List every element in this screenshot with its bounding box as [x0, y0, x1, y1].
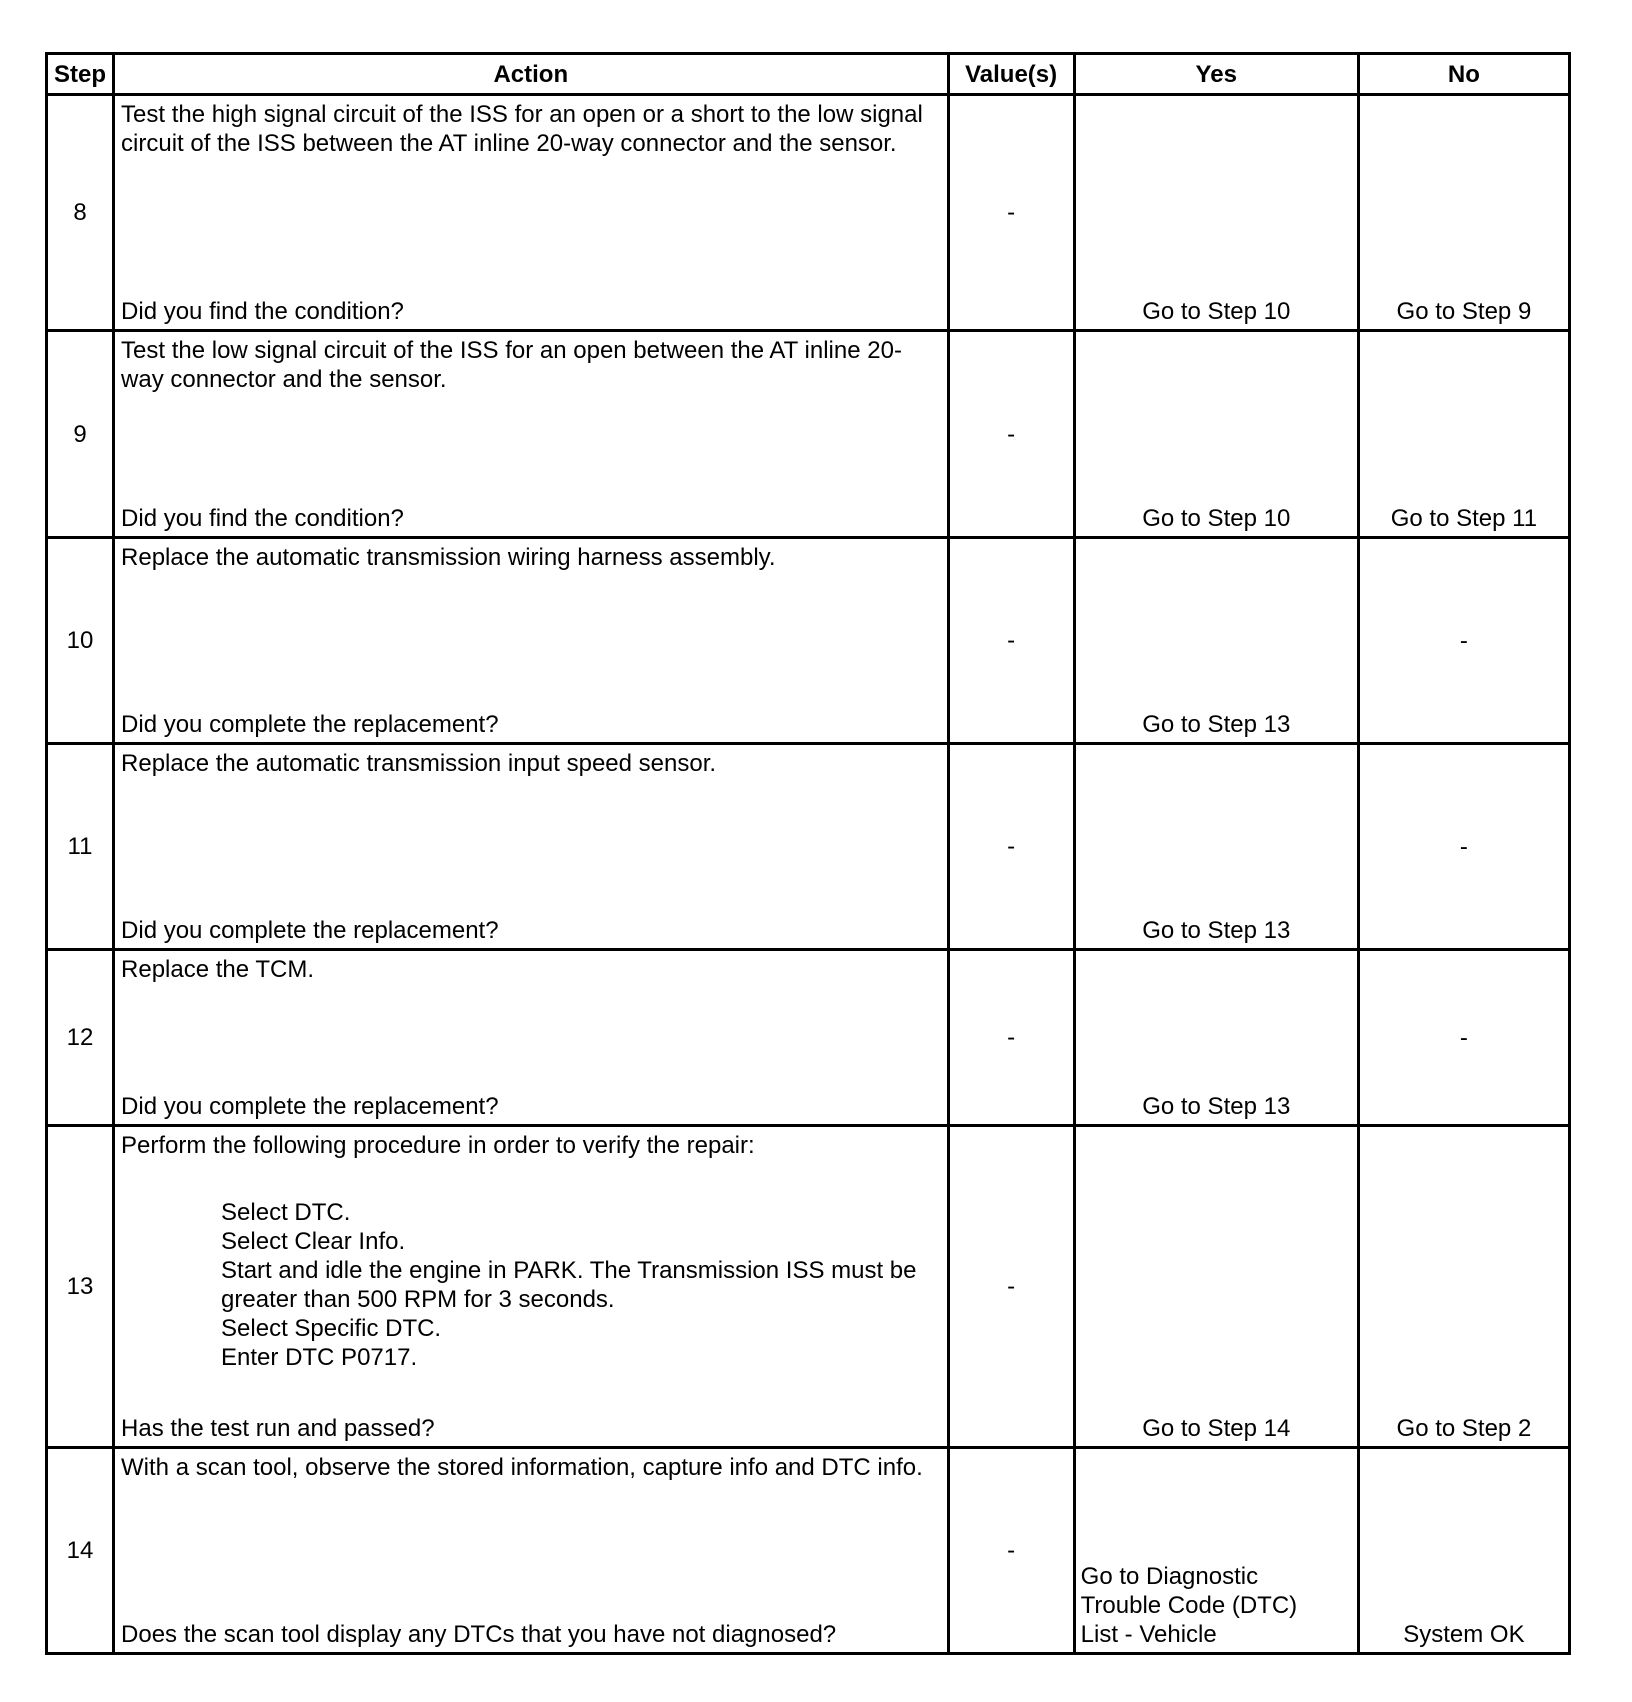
yes-cell — [1074, 950, 1358, 1126]
step-number: 14 — [47, 1448, 114, 1654]
substep-item: Start and idle the engine in PARK. The Transmission ISS must be greater than 500 RPM for 3 seconds. — [221, 1257, 917, 1313]
table-row-step-14 — [47, 1448, 1570, 1654]
substep-item: Enter DTC P0717. — [221, 1344, 418, 1371]
action-cell — [114, 538, 949, 744]
yes-result: Go to Step 13 — [1142, 711, 1291, 738]
substep-item: Select Specific DTC. — [221, 1315, 442, 1342]
action-text: Perform the following procedure in order to verify the repair: — [121, 1132, 755, 1159]
action-text: Test the low signal circuit of the ISS for an open between the AT inline 20-way connector and the sensor. — [121, 337, 902, 393]
action-question: Did you complete the replacement? — [121, 917, 499, 944]
action-cell — [114, 950, 949, 1126]
action-cell — [114, 1126, 949, 1448]
table-row-step-13 — [47, 1126, 1570, 1448]
value-cell: - — [948, 331, 1074, 538]
action-cell — [114, 331, 949, 538]
header-row — [47, 54, 1570, 95]
no-result: Go to Step 9 — [1396, 298, 1532, 325]
action-question: Has the test run and passed? — [121, 1415, 435, 1442]
table-row-step-11 — [47, 744, 1570, 950]
header-no: No — [1358, 54, 1569, 95]
table-row-step-10 — [47, 538, 1570, 744]
procedure-substeps — [221, 1198, 937, 1372]
action-question: Did you find the condition? — [121, 505, 404, 532]
step-number: 12 — [47, 950, 114, 1126]
yes-result-line: Trouble Code (DTC) — [1080, 1592, 1298, 1619]
no-cell — [1358, 331, 1569, 538]
no-cell — [1358, 744, 1569, 950]
no-cell — [1358, 1126, 1569, 1448]
yes-cell — [1074, 95, 1358, 331]
no-result: Go to Step 2 — [1396, 1415, 1532, 1442]
no-cell — [1358, 1448, 1569, 1654]
step-number: 11 — [47, 744, 114, 950]
action-cell — [114, 1448, 949, 1654]
header-action: Action — [114, 54, 949, 95]
no-result: System OK — [1403, 1621, 1525, 1648]
yes-result — [1081, 1562, 1352, 1649]
step-number: 10 — [47, 538, 114, 744]
table-row-step-9 — [47, 331, 1570, 538]
no-result: - — [1459, 627, 1468, 654]
substep-item: Select DTC. — [221, 1199, 351, 1226]
action-question: Did you complete the replacement? — [121, 1093, 499, 1120]
yes-cell — [1074, 538, 1358, 744]
yes-result: Go to Step 13 — [1142, 917, 1291, 944]
action-text-block — [121, 1131, 937, 1372]
value-cell: - — [948, 744, 1074, 950]
action-cell — [114, 95, 949, 331]
step-number: 8 — [47, 95, 114, 331]
value-cell: - — [948, 95, 1074, 331]
action-cell — [114, 744, 949, 950]
value-cell: - — [948, 1448, 1074, 1654]
no-result: Go to Step 11 — [1390, 505, 1538, 532]
action-text: Replace the TCM. — [121, 956, 315, 983]
action-text: Replace the automatic transmission wiring harness assembly. — [121, 544, 776, 571]
yes-result-line: List - Vehicle — [1080, 1621, 1217, 1648]
yes-result: Go to Step 10 — [1142, 298, 1291, 325]
action-question: Did you complete the replacement? — [121, 711, 499, 738]
step-number: 13 — [47, 1126, 114, 1448]
header-yes: Yes — [1074, 54, 1358, 95]
yes-result: Go to Step 13 — [1142, 1093, 1291, 1120]
action-text: Test the high signal circuit of the ISS for an open or a short to the low signal circuit of the ISS between the AT inline 20-way connector and the sensor. — [121, 101, 923, 157]
no-cell — [1358, 95, 1569, 331]
value-cell: - — [948, 538, 1074, 744]
yes-cell — [1074, 1448, 1358, 1654]
yes-cell — [1074, 1126, 1358, 1448]
no-result: - — [1459, 1024, 1468, 1051]
no-result: - — [1459, 833, 1468, 860]
yes-result: Go to Step 10 — [1142, 505, 1291, 532]
yes-cell — [1074, 331, 1358, 538]
action-text: With a scan tool, observe the stored information, capture info and DTC info. — [121, 1454, 923, 1481]
substep-item: Select Clear Info. — [221, 1228, 406, 1255]
diagnostic-table — [45, 52, 1571, 1655]
table-row-step-8 — [47, 95, 1570, 331]
header-step: Step — [47, 54, 114, 95]
no-cell — [1358, 950, 1569, 1126]
yes-result: Go to Step 14 — [1142, 1415, 1291, 1442]
header-values: Value(s) — [948, 54, 1074, 95]
value-cell: - — [948, 1126, 1074, 1448]
yes-result-line: Go to Diagnostic — [1080, 1563, 1259, 1590]
no-cell — [1358, 538, 1569, 744]
step-number: 9 — [47, 331, 114, 538]
action-text: Replace the automatic transmission input speed sensor. — [121, 750, 717, 777]
table-row-step-12 — [47, 950, 1570, 1126]
action-question: Does the scan tool display any DTCs that you have not diagnosed? — [121, 1621, 837, 1648]
action-question: Did you find the condition? — [121, 298, 404, 325]
yes-cell — [1074, 744, 1358, 950]
value-cell: - — [948, 950, 1074, 1126]
